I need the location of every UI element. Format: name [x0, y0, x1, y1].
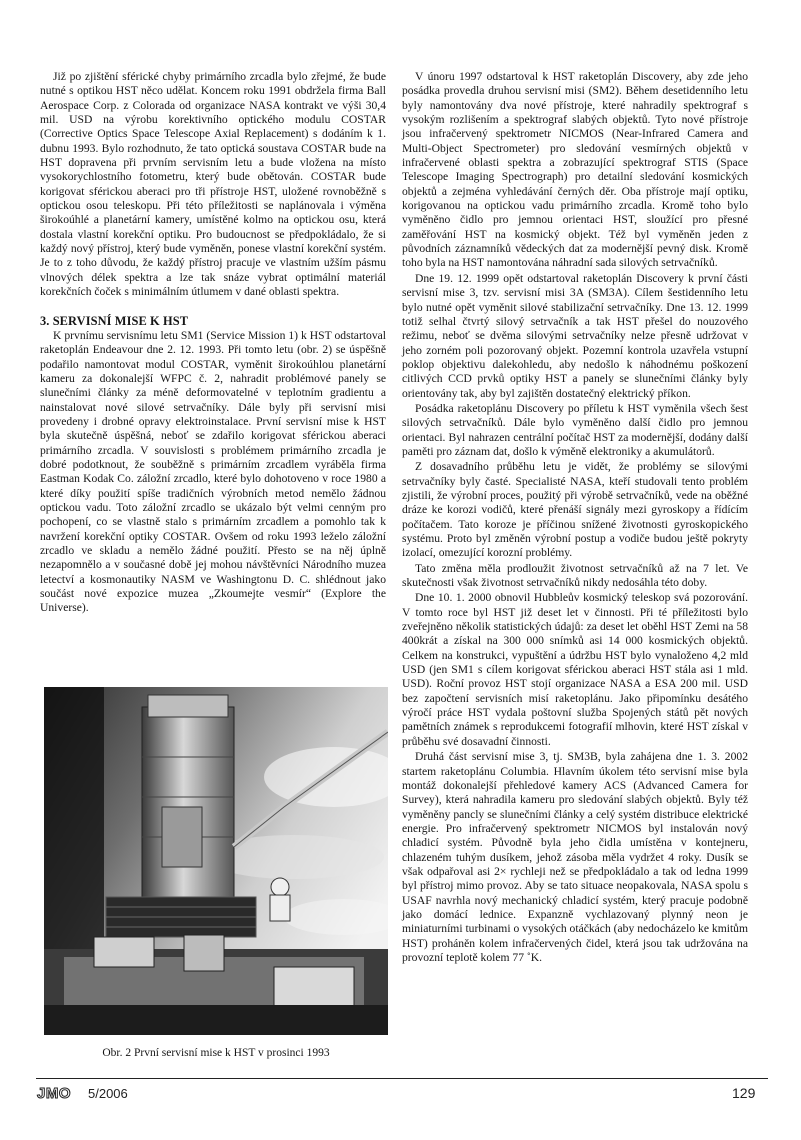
- section-heading: 3. SERVISNÍ MISE K HST: [40, 313, 189, 328]
- paragraph: Druhá část servisní mise 3, tj. SM3B, byla zahájena dne 1. 3. 2002 startem raketoplánu Columbia. Hlavním úkolem této servisní mise byla montáž dokonalejší přehledové kamery ACS (Advanced Camera for Survey), která nahradila kameru pro sledování slabých objektů. Byly též vyměněny pancly se slunečními články a celý systém distribuce elektrické energie. Pro infračervený spektrometr NICMOS byl instalován nový chladicí systém. Původně byla jeho čidla umístěna v kontejneru, chlazeném tuhým dusíkem, jehož zásoba měla vydržet 4 roky. Dusík se však odpařoval asi 2× rychleji než se předpokládalo a tak od ledna 1999 byl přístroj mimo provoz. Aby se tato situace neopakovala, NASA spolu s USAF navrhla nový mechanický chladicí systém, který pracuje podobně jako domácí lednice. Expanzně vychlazovaný plynný neon je miniaturními turbinami o vysokých otáčkách (aby nedocházelo ke kmitům HST) proháněn kolem infračervených čidel, která jsou tak udržována na provozní teplotě kolem 77 ˚K.: [402, 750, 748, 964]
- figure-photo: [44, 687, 388, 1035]
- figure-caption: Obr. 2 První servisní mise k HST v prosinci 1993: [102, 1047, 330, 1059]
- page-number: 129: [732, 1085, 756, 1101]
- right-column: [402, 70, 748, 965]
- paragraph: V únoru 1997 odstartoval k HST raketoplán Discovery, aby zde jeho posádka provedla druhou servisní misi (SM2). Během desetidenního letu byly namontovány dva nové přístroje, které nahradily spektrograf s vysokým rozlišením a spektrograf slabých objektů. Tyto nové přístroje jsou infračervený spektrometr NICMOS (Near-Infrared Camera and Multi-Object Spectrometer) pro sledování vesmírných objektů v infračervené oblasti spektra a zobrazující spektrograf STIS (Space Telescope Imaging Spectrograph) pro detailní sledování kosmických objektů a zejména vyhledávání černých děr. Oba přístroje mají optiku, korigovanou na optickou vadu primárního zrcadla. Kromě toho bylo vyměněno čidlo pro jemnou orientaci HST, sloužící pro přesné zaměřování HST na kosmický objekt. Též byl vyměněn jeden z původních záznamníků vědeckých dat za modernější pevný disk. Kromě toho byla na HST namontována náhradní sada silových setrvačníků.: [402, 70, 748, 270]
- paragraph: Dne 19. 12. 1999 opět odstartoval raketoplán Discovery k první části servisní mise 3, tzv. servisní misi 3A (SM3A). Cílem šestidenního letu bylo nutné opět vyměnit silové stabilizační setrvačníky. Dne 13. 12. 1999 totiž selhal čtvrtý silový setrvačník a tak HST přešel do nouzového režimu, neboť se dvěma silovými setrvačníky nelze přesně udržovat v jeho zorném poli pozorovaný objekt. Pozemní kontrola uzavřela vstupní poklop objektivu dalekohledu, aby nedošlo k náhodnému poškození citlivých CCD prvků optiky HST a panely se slunečními články byly orientovány tak, aby byl zajištěn dostatečný elektrický příkon.: [402, 271, 748, 400]
- paragraph: Posádka raketoplánu Discovery po příletu k HST vyměnila všech šest silových setrvačníků. Dále bylo vyměněno další čidlo pro jemnou orientaci. Byl nahrazen centrální počítač HST za modernější, dodány další paměti pro záznam dat, došlo k výměně elektroniky a akumulátorů.: [402, 401, 748, 458]
- paragraph: Dne 10. 1. 2000 obnovil Hubbleův kosmický teleskop svá pozorování. V tomto roce byl HST již deset let v činnosti. Při té příležitosti bylo zveřejněno několik statistických údajů: za deset let oběhl HST Zemi na 58 400krát a získal na 300 000 snímků asi 14 000 kosmických objektů. Celkem na konstrukci, vypuštění a údržbu HST bylo vynaloženo 4,2 mld USD (jen SM1 s cílem korigovat sférickou aberaci HST stála asi 1 mld. USD). Roční provoz HST stojí organizace NASA a ESA 200 mil. USD bez započtení servisních misí raketoplánu. Jako připomínku desátého výročí práce HST vydala poštovní služba Spojených států pět nových pamětních známek s reprodukcemi fotografií mlhovin, které HST získal v průběhu své dosavadní činnosti.: [402, 591, 748, 748]
- left-column: [40, 70, 386, 616]
- journal-logo: JMO: [37, 1085, 72, 1102]
- paragraph: Z dosavadního průběhu letu je vidět, že problémy se silovými setrvačníky byly časté. Specialisté NASA, kteří studovali tento problém zjistili, že výrobní proces, použitý při výrobě setrvačníků, vede na oběžné dráze ke korozi vodičů, které přenáší signály mezi gyroskopy a řídícím počítačem. Tato koroze je příčinou snížené životnosti gyroskopického systému. Proto byl změněn výrobní postup a vodiče budou ještě pokryty izolací, omezující korozní problémy.: [402, 460, 748, 560]
- footer-divider: [36, 1078, 768, 1079]
- paragraph: Již po zjištění sférické chyby primárního zrcadla bylo zřejmé, že bude nutné s optikou HST něco udělat. Koncem roku 1991 obdržela firma Ball Aerospace Corp. z Colorada od organizace NASA kontrakt ve výši 30,4 mil. USD na výrobu korektivního optického modulu COSTAR (Corrective Optics Space Telescope Axial Replacement) s dodáním k 1. dubnu 1993. Bylo rozhodnuto, že tato optická soustava COSTAR bude na HST dopravena při prvním servisním letu a bude vložena na místo vysokorychlostního fotometru, který bude obětován. COSTAR bude korigovat sférickou aberaci pro tři přístroje HST, uložené rovnoběžně s optickou osou teleskopu. Při této příležitosti se naplánovala i výměna širokoúhlé a planetární kamery, umístěné kolmo na optickou osu, která dostala vlastní korekční optiku. Pro budoucnost se předpokládalo, že si každý nový přístroj, který bude vyměněn, ponese vlastní korekční systém. Je to z toho důvodu, že každý přístroj pracuje ve vlastním užším pásmu vlnových délek spektra a lze tak snáze vybrat optimální materiál korekčních čoček s minimálním útlumem v dané oblasti spektra.: [40, 70, 386, 299]
- paragraph: K prvnímu servisnímu letu SM1 (Service Mission 1) k HST odstartoval raketoplán Endeavour dne 2. 12. 1993. Při tomto letu (obr. 2) se úspěšně podařilo namontovat modul COSTAR, vyměnit širokoúhlou planetární kameru za dokonalejší WFPC č. 2, nahradit problémové panely se slunečními články za méně deformovatelné v teplotním gradientu a nainstalovat nové silové setrvačníky. Dále byly při servisní misi provedeny i drobné opravy elektroinstalace. První servisní mise k HST byla skutečně úspěšná, neboť se zdařilo korigovat sférickou aberaci primárního zrcadla. V souvislosti s problémem primárního zrcadla je dobré podotknout, že souběžně s primárním zrcadlem vyráběla firma Eastman Kodak Co. záložní zrcadlo, které bylo dohotoveno v roce 1980 a které díky použití spíše tradičních výrobních metod nemělo žádnou optickou vadu. Toto záložní zrcadlo se ukázalo být velmi cenným pro pochopení, co se vlastně stalo s primárním zrcadlem a pomohlo tak k navržení korekční optiky COSTAR. Ovšem od roku 1993 leželo záložní zrcadlo ve skladu a nemělo žádné použití. Přesto se na něj úplně nezapomnělo a v současné době jej mohou návštěvníci Národního muzea letectví a kosmonautiky NASM ve Washingtonu D. C. shlédnout jako součást nové expozice muzea „Zkoumejte vesmír“ (Explore the Universe).: [40, 328, 386, 615]
- paragraph: Tato změna měla prodloužit životnost setrvačníků až na 7 let. Ve skutečnosti však životnost setrvačníků nikdy nedosáhla této doby.: [402, 561, 748, 590]
- issue-number: 5/2006: [88, 1086, 128, 1101]
